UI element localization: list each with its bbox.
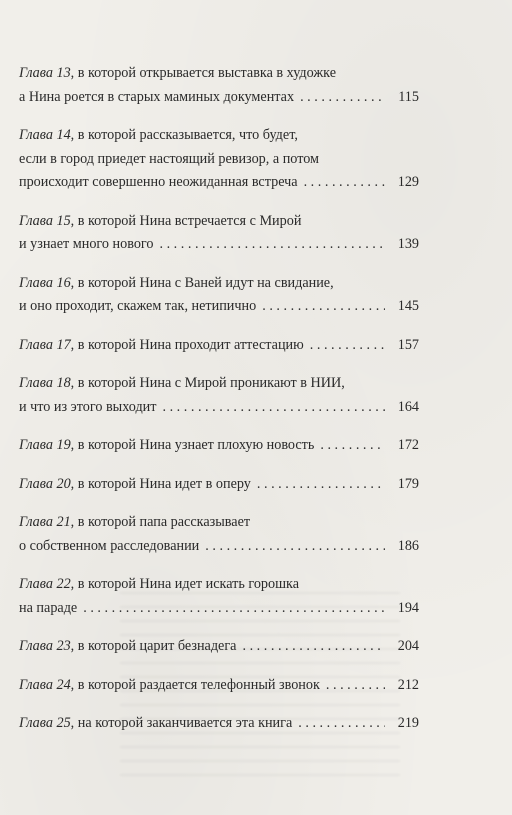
- page-number: 212: [397, 676, 419, 693]
- page-number: 115: [398, 88, 419, 105]
- chapter-title-line: , в которой Нина проходит аттестацию: [70, 336, 304, 353]
- leader-dots: [257, 473, 385, 497]
- page-number: 194: [397, 599, 419, 616]
- toc-entry-18: [19, 372, 419, 419]
- chapter-title-line: , на которой заканчивается эта книга: [70, 715, 293, 731]
- toc-entry-13: [19, 62, 419, 109]
- chapter-title-line: , в которой Нина встречается с Мирой: [70, 212, 302, 229]
- toc-entry-24: [19, 674, 419, 698]
- chapter-title-line: если в город приедет настоящий ревизор, а потом: [19, 150, 320, 167]
- page-number: 172: [397, 437, 419, 453]
- page-number: 139: [397, 236, 419, 252]
- chapter-title-line: , в которой Нина идет искать горошка: [70, 576, 300, 592]
- toc-entry-14: [19, 124, 419, 195]
- toc-entry-16: [19, 272, 419, 319]
- leader-dots: [298, 712, 385, 736]
- toc-entry-15: [19, 210, 419, 257]
- leader-dots: [205, 535, 385, 559]
- chapter-label: Глава 17: [19, 336, 71, 353]
- page-number: 219: [397, 715, 419, 731]
- leader-dots: [326, 674, 385, 698]
- chapter-title-line: , в которой раздается телефонный звонок: [70, 676, 320, 693]
- toc-entry-25: [19, 712, 419, 736]
- chapter-label: Глава 19: [19, 437, 71, 453]
- chapter-title-line: о собственном расследовании: [19, 537, 200, 554]
- chapter-label: Глава 21: [19, 514, 71, 530]
- chapter-label: Глава 15: [19, 212, 71, 229]
- chapter-label: Глава 18: [19, 375, 71, 391]
- page-number: 164: [397, 398, 419, 415]
- chapter-title-line: , в которой царит безнадега: [70, 638, 237, 654]
- chapter-title-line: и узнает много нового: [19, 236, 154, 252]
- leader-dots: [320, 434, 385, 458]
- chapter-title-line: , в которой открывается выставка в художке: [70, 65, 337, 81]
- toc-entry-23: [19, 635, 419, 659]
- toc-entry-22: [19, 573, 419, 620]
- page-number: 204: [397, 638, 419, 654]
- chapter-label: Глава 23: [19, 638, 71, 654]
- chapter-title-line: происходит совершенно неожиданная встреча: [19, 174, 298, 190]
- toc-entry-19: [19, 434, 419, 458]
- chapter-title-line: , в которой Нина с Ваней идут на свидание,: [70, 274, 334, 291]
- leader-dots: [162, 396, 385, 420]
- chapter-title-line: на параде: [19, 599, 78, 616]
- leader-dots: [242, 635, 385, 659]
- leader-dots: [300, 86, 385, 110]
- chapter-title-line: , в которой Нина идет в оперу: [70, 475, 251, 492]
- chapter-title-line: а Нина роется в старых маминых документах: [19, 88, 295, 105]
- leader-dots: [83, 597, 385, 621]
- page-number: 145: [397, 298, 419, 314]
- chapter-title-line: , в которой папа рассказывает: [70, 514, 251, 530]
- chapter-label: Глава 20: [19, 475, 71, 492]
- chapter-label: Глава 16: [19, 274, 71, 291]
- leader-dots: [262, 295, 385, 319]
- page-number: 129: [397, 174, 419, 190]
- chapter-title-line: и оно проходит, скажем так, нетипично: [19, 298, 257, 314]
- leader-dots: [310, 334, 385, 358]
- chapter-label: Глава 13: [19, 65, 71, 81]
- toc-entry-17: [19, 334, 419, 358]
- chapter-label: Глава 25: [19, 715, 71, 731]
- chapter-label: Глава 24: [19, 676, 71, 693]
- toc-entry-21: [19, 511, 419, 558]
- page-number: 179: [397, 475, 419, 492]
- table-of-contents: [19, 62, 419, 736]
- toc-entry-20: [19, 473, 419, 497]
- leader-dots: [304, 171, 385, 195]
- chapter-title-line: , в которой Нина с Мирой проникают в НИИ,: [70, 375, 345, 391]
- chapter-label: Глава 22: [19, 576, 71, 592]
- chapter-label: Глава 14: [19, 127, 71, 143]
- page-number: 186: [397, 537, 419, 554]
- page-number: 157: [397, 336, 419, 353]
- leader-dots: [159, 233, 385, 257]
- chapter-title-line: , в которой Нина узнает плохую новость: [70, 437, 315, 453]
- chapter-title-line: , в которой рассказывается, что будет,: [70, 127, 298, 143]
- chapter-title-line: и что из этого выходит: [19, 398, 157, 415]
